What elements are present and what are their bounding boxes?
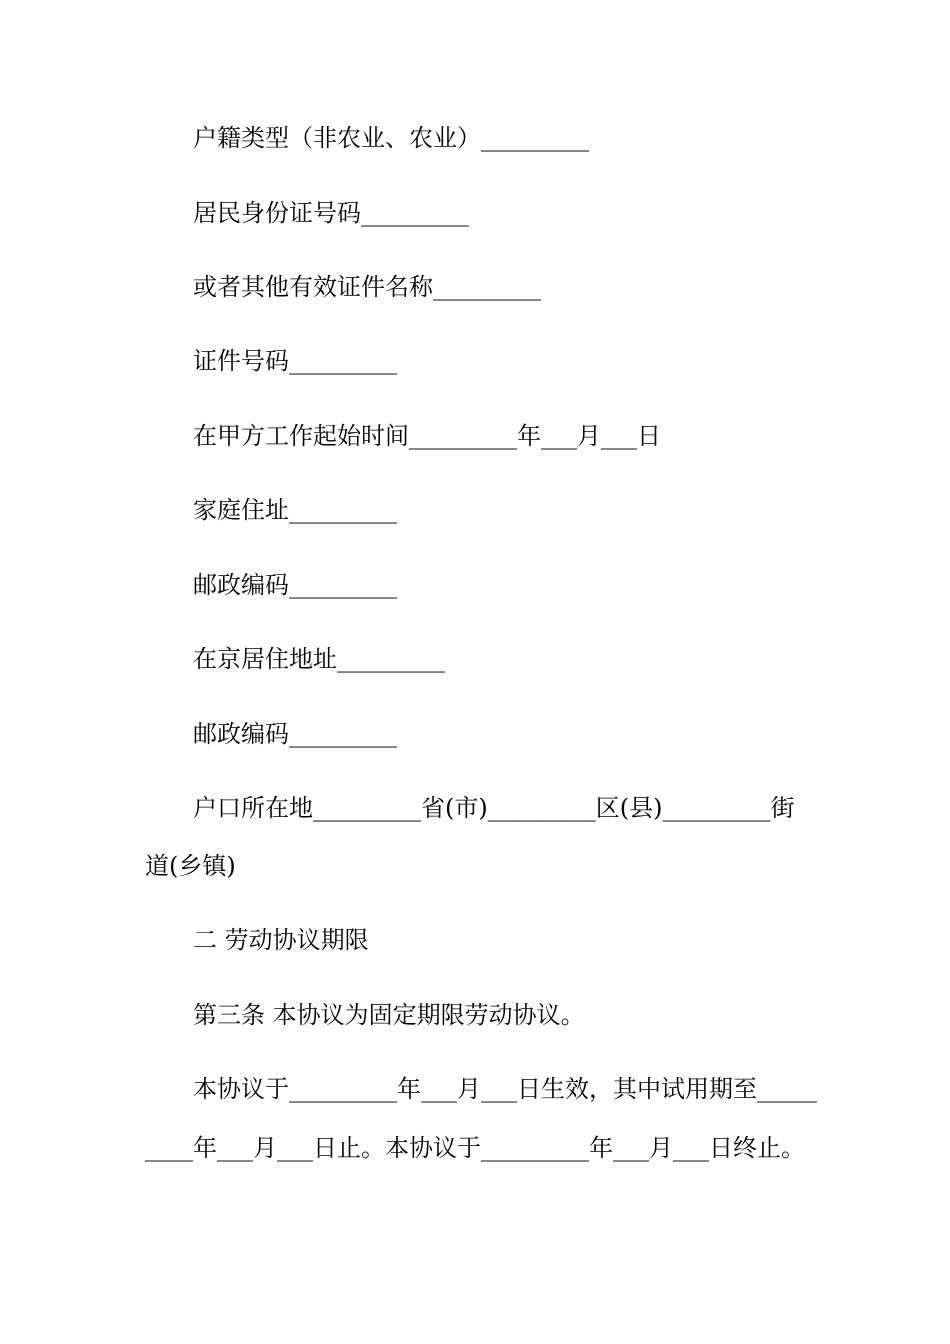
contract-end-date: ____年___月___日止。本协议于_________年___月___日终止。 [145, 1134, 805, 1162]
field-work-start-date: 在甲方工作起始时间_________年___月___日 [193, 422, 661, 450]
field-postal-code-beijing: 邮政编码_________ [193, 720, 397, 748]
field-beijing-address: 在京居住地址_________ [193, 645, 445, 673]
article-three: 第三条 本协议为固定期限劳动协议。 [193, 1001, 585, 1029]
field-hukou-location: 户口所在地_________省(市)_________区(县)_________街 [193, 794, 795, 822]
field-id-number: 居民身份证号码_________ [193, 199, 469, 227]
field-home-address: 家庭住址_________ [193, 496, 397, 524]
field-other-certificate-name: 或者其他有效证件名称_________ [193, 273, 541, 301]
contract-effective-date: 本协议于_________年___月___日生效，其中试用期至_____ [193, 1075, 817, 1103]
field-postal-code-home: 邮政编码_________ [193, 571, 397, 599]
section-heading-contract-term: 二 劳动协议期限 [193, 926, 369, 954]
field-hukou-location-continued: 道(乡镇) [145, 852, 236, 880]
field-household-type: 户籍类型（非农业、农业）_________ [193, 124, 589, 152]
field-certificate-number: 证件号码_________ [193, 347, 397, 375]
